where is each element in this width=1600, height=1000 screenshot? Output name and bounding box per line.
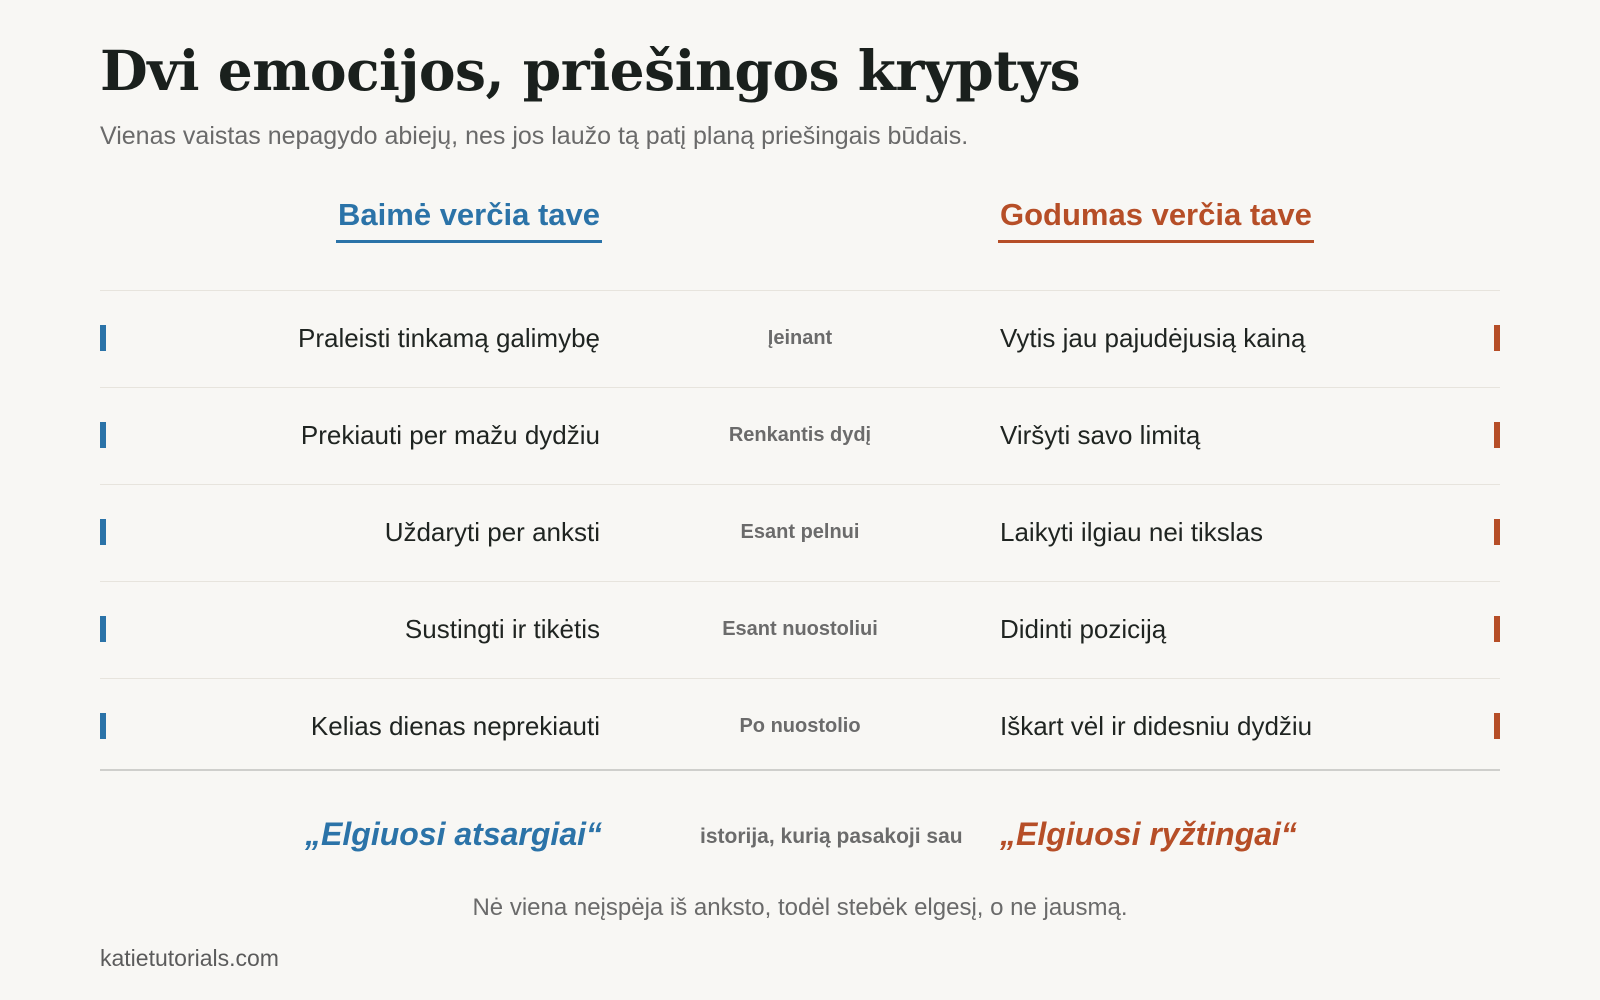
greed-behavior: Vytis jau pajudėjusią kainą bbox=[1000, 323, 1306, 353]
greed-marker bbox=[1494, 519, 1500, 545]
greed-behavior: Iškart vėl ir didesniu dydžiu bbox=[1000, 711, 1313, 741]
greed-marker bbox=[1494, 713, 1500, 739]
comparison-row bbox=[100, 484, 1500, 581]
situation-label: Po nuostolio bbox=[739, 715, 861, 737]
fear-behavior: Kelias dienas neprekiauti bbox=[310, 711, 600, 741]
fear-marker bbox=[100, 422, 106, 448]
greed-story-quote: „Elgiuosi ryžtingai“ bbox=[1000, 816, 1297, 852]
greed-marker bbox=[1494, 325, 1500, 351]
source-credit: katietutorials.com bbox=[100, 945, 279, 971]
greed-behavior: Laikyti ilgiau nei tikslas bbox=[1000, 517, 1264, 547]
situation-label: Įeinant bbox=[767, 327, 833, 349]
page-subtitle: Vienas vaistas nepagydo abiejų, nes jos laužo tą patį planą priešingais būdais. bbox=[100, 122, 969, 150]
fear-behavior: Sustingti ir tikėtis bbox=[404, 614, 600, 644]
comparison-row bbox=[100, 290, 1500, 387]
fear-marker bbox=[100, 616, 106, 642]
situation-label: Esant pelnui bbox=[740, 521, 860, 543]
greed-marker bbox=[1494, 422, 1500, 448]
fear-column-heading: Baimė verčia tave bbox=[336, 196, 602, 243]
story-label: istorija, kurią pasakoji sau bbox=[700, 825, 963, 848]
comparison-row bbox=[100, 387, 1500, 484]
fear-behavior: Uždaryti per anksti bbox=[384, 517, 600, 547]
fear-behavior: Prekiauti per mažu dydžiu bbox=[300, 420, 600, 450]
page-title: Dvi emocijos, priešingos kryptys bbox=[100, 38, 1081, 103]
table-bottom-rule bbox=[100, 769, 1500, 771]
fear-marker bbox=[100, 325, 106, 351]
fear-story-quote: „Elgiuosi atsargiai“ bbox=[305, 816, 602, 852]
situation-label: Renkantis dydį bbox=[728, 424, 872, 446]
comparison-table bbox=[100, 290, 1500, 775]
footnote: Nė viena neįspėja iš anksto, todėl stebėk elgesį, o ne jausmą. bbox=[472, 894, 1128, 921]
greed-column-heading: Godumas verčia tave bbox=[998, 196, 1314, 243]
greed-marker bbox=[1494, 616, 1500, 642]
comparison-row bbox=[100, 581, 1500, 678]
fear-behavior: Praleisti tinkamą galimybę bbox=[297, 323, 600, 353]
fear-marker bbox=[100, 713, 106, 739]
fear-marker bbox=[100, 519, 106, 545]
greed-behavior: Viršyti savo limitą bbox=[1000, 420, 1201, 450]
comparison-row bbox=[100, 678, 1500, 775]
greed-behavior: Didinti poziciją bbox=[1000, 614, 1167, 644]
situation-label: Esant nuostoliui bbox=[722, 618, 878, 640]
